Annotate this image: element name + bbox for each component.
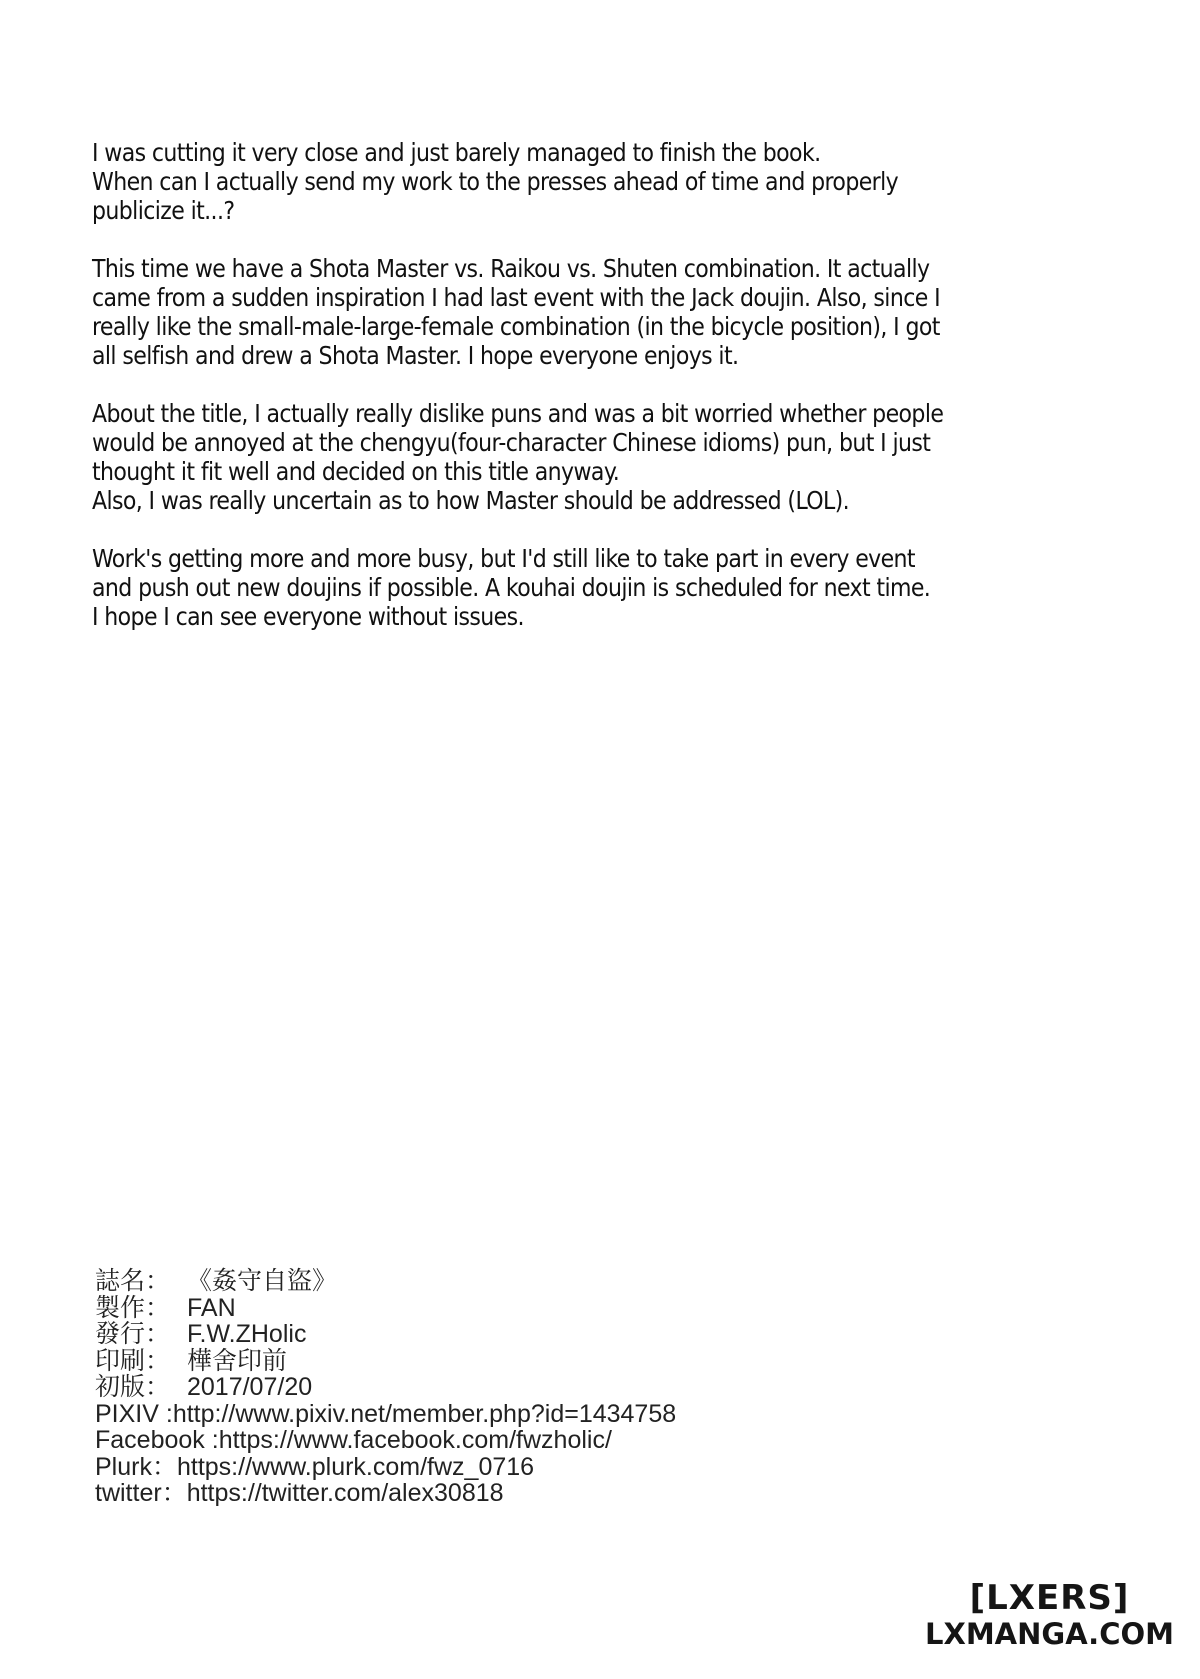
twitter-link: https://twitter.com/alex30818 [186, 1479, 504, 1507]
colophon-key: 發行： [95, 1320, 171, 1348]
text-line: and push out new doujins if possible. A kouhai doujin is scheduled for next time. [92, 573, 931, 602]
colophon-row-facebook [95, 1427, 676, 1454]
afterword-paragraph-1 [92, 138, 1092, 225]
pixiv-link: http://www.pixiv.net/member.php?id=1434758 [172, 1399, 677, 1428]
colophon-value: 樺舍印前 [187, 1346, 288, 1375]
colophon-key: twitter： [95, 1479, 187, 1507]
scanlation-watermark [925, 1579, 1174, 1651]
watermark-group-name: [LXERS] [969, 1578, 1130, 1618]
colophon-key: 製作： [95, 1293, 171, 1322]
text-line: really like the small-male-large-female combination (in the bicycle position), I got [92, 312, 940, 341]
colophon-value: 《姦守自盜》 [187, 1267, 338, 1295]
colophon-row-printer [95, 1348, 676, 1375]
text-line: I hope I can see everyone without issues. [92, 602, 524, 631]
colophon-value: 2017/07/20 [187, 1373, 313, 1401]
colophon-row-author [95, 1295, 676, 1322]
colophon-key: 印刷： [95, 1346, 171, 1375]
text-line: When can I actually send my work to the presses ahead of time and properly [92, 167, 899, 196]
text-line: Also, I was really uncertain as to how Master should be addressed (LOL). [92, 486, 850, 515]
afterword-paragraph-4 [92, 544, 1092, 631]
colophon-row-title [95, 1268, 676, 1295]
colophon-value: F.W.ZHolic [187, 1320, 307, 1348]
plurk-link: https://www.plurk.com/fwz_0716 [176, 1452, 535, 1481]
colophon-value: FAN [187, 1293, 236, 1322]
colophon-row-first-edition [95, 1374, 676, 1401]
afterword-paragraph-2 [92, 254, 1092, 370]
colophon-row-pixiv [95, 1401, 676, 1428]
colophon-key: Plurk： [95, 1452, 177, 1481]
text-line: would be annoyed at the chengyu(four-character Chinese idioms) pun, but I just [92, 428, 931, 457]
watermark-site-name: LXMANGA.COM [924, 1617, 1174, 1651]
colophon [95, 1268, 676, 1507]
facebook-link: https://www.facebook.com/fwzholic/ [218, 1426, 612, 1454]
text-line: I was cutting it very close and just barely managed to finish the book. [92, 138, 821, 167]
afterword-text [92, 138, 1092, 660]
colophon-key: 初版： [95, 1373, 171, 1401]
text-line: thought it fit well and decided on this title anyway. [92, 457, 620, 486]
text-line: came from a sudden inspiration I had last event with the Jack doujin. Also, since I [92, 283, 940, 312]
colophon-row-publisher [95, 1321, 676, 1348]
text-line: all selfish and drew a Shota Master. I hope everyone enjoys it. [92, 341, 739, 370]
colophon-row-plurk [95, 1454, 676, 1481]
text-line: About the title, I actually really dislike puns and was a bit worried whether people [92, 399, 944, 428]
colophon-row-twitter [95, 1480, 676, 1507]
colophon-key: 誌名： [95, 1267, 171, 1295]
afterword-paragraph-3 [92, 399, 1092, 515]
text-line: publicize it...? [92, 196, 235, 225]
colophon-key: PIXIV : [95, 1399, 173, 1428]
colophon-key: Facebook : [95, 1426, 219, 1454]
text-line: Work's getting more and more busy, but I'd still like to take part in every event [92, 544, 915, 573]
text-line: This time we have a Shota Master vs. Raikou vs. Shuten combination. It actually [92, 254, 930, 283]
